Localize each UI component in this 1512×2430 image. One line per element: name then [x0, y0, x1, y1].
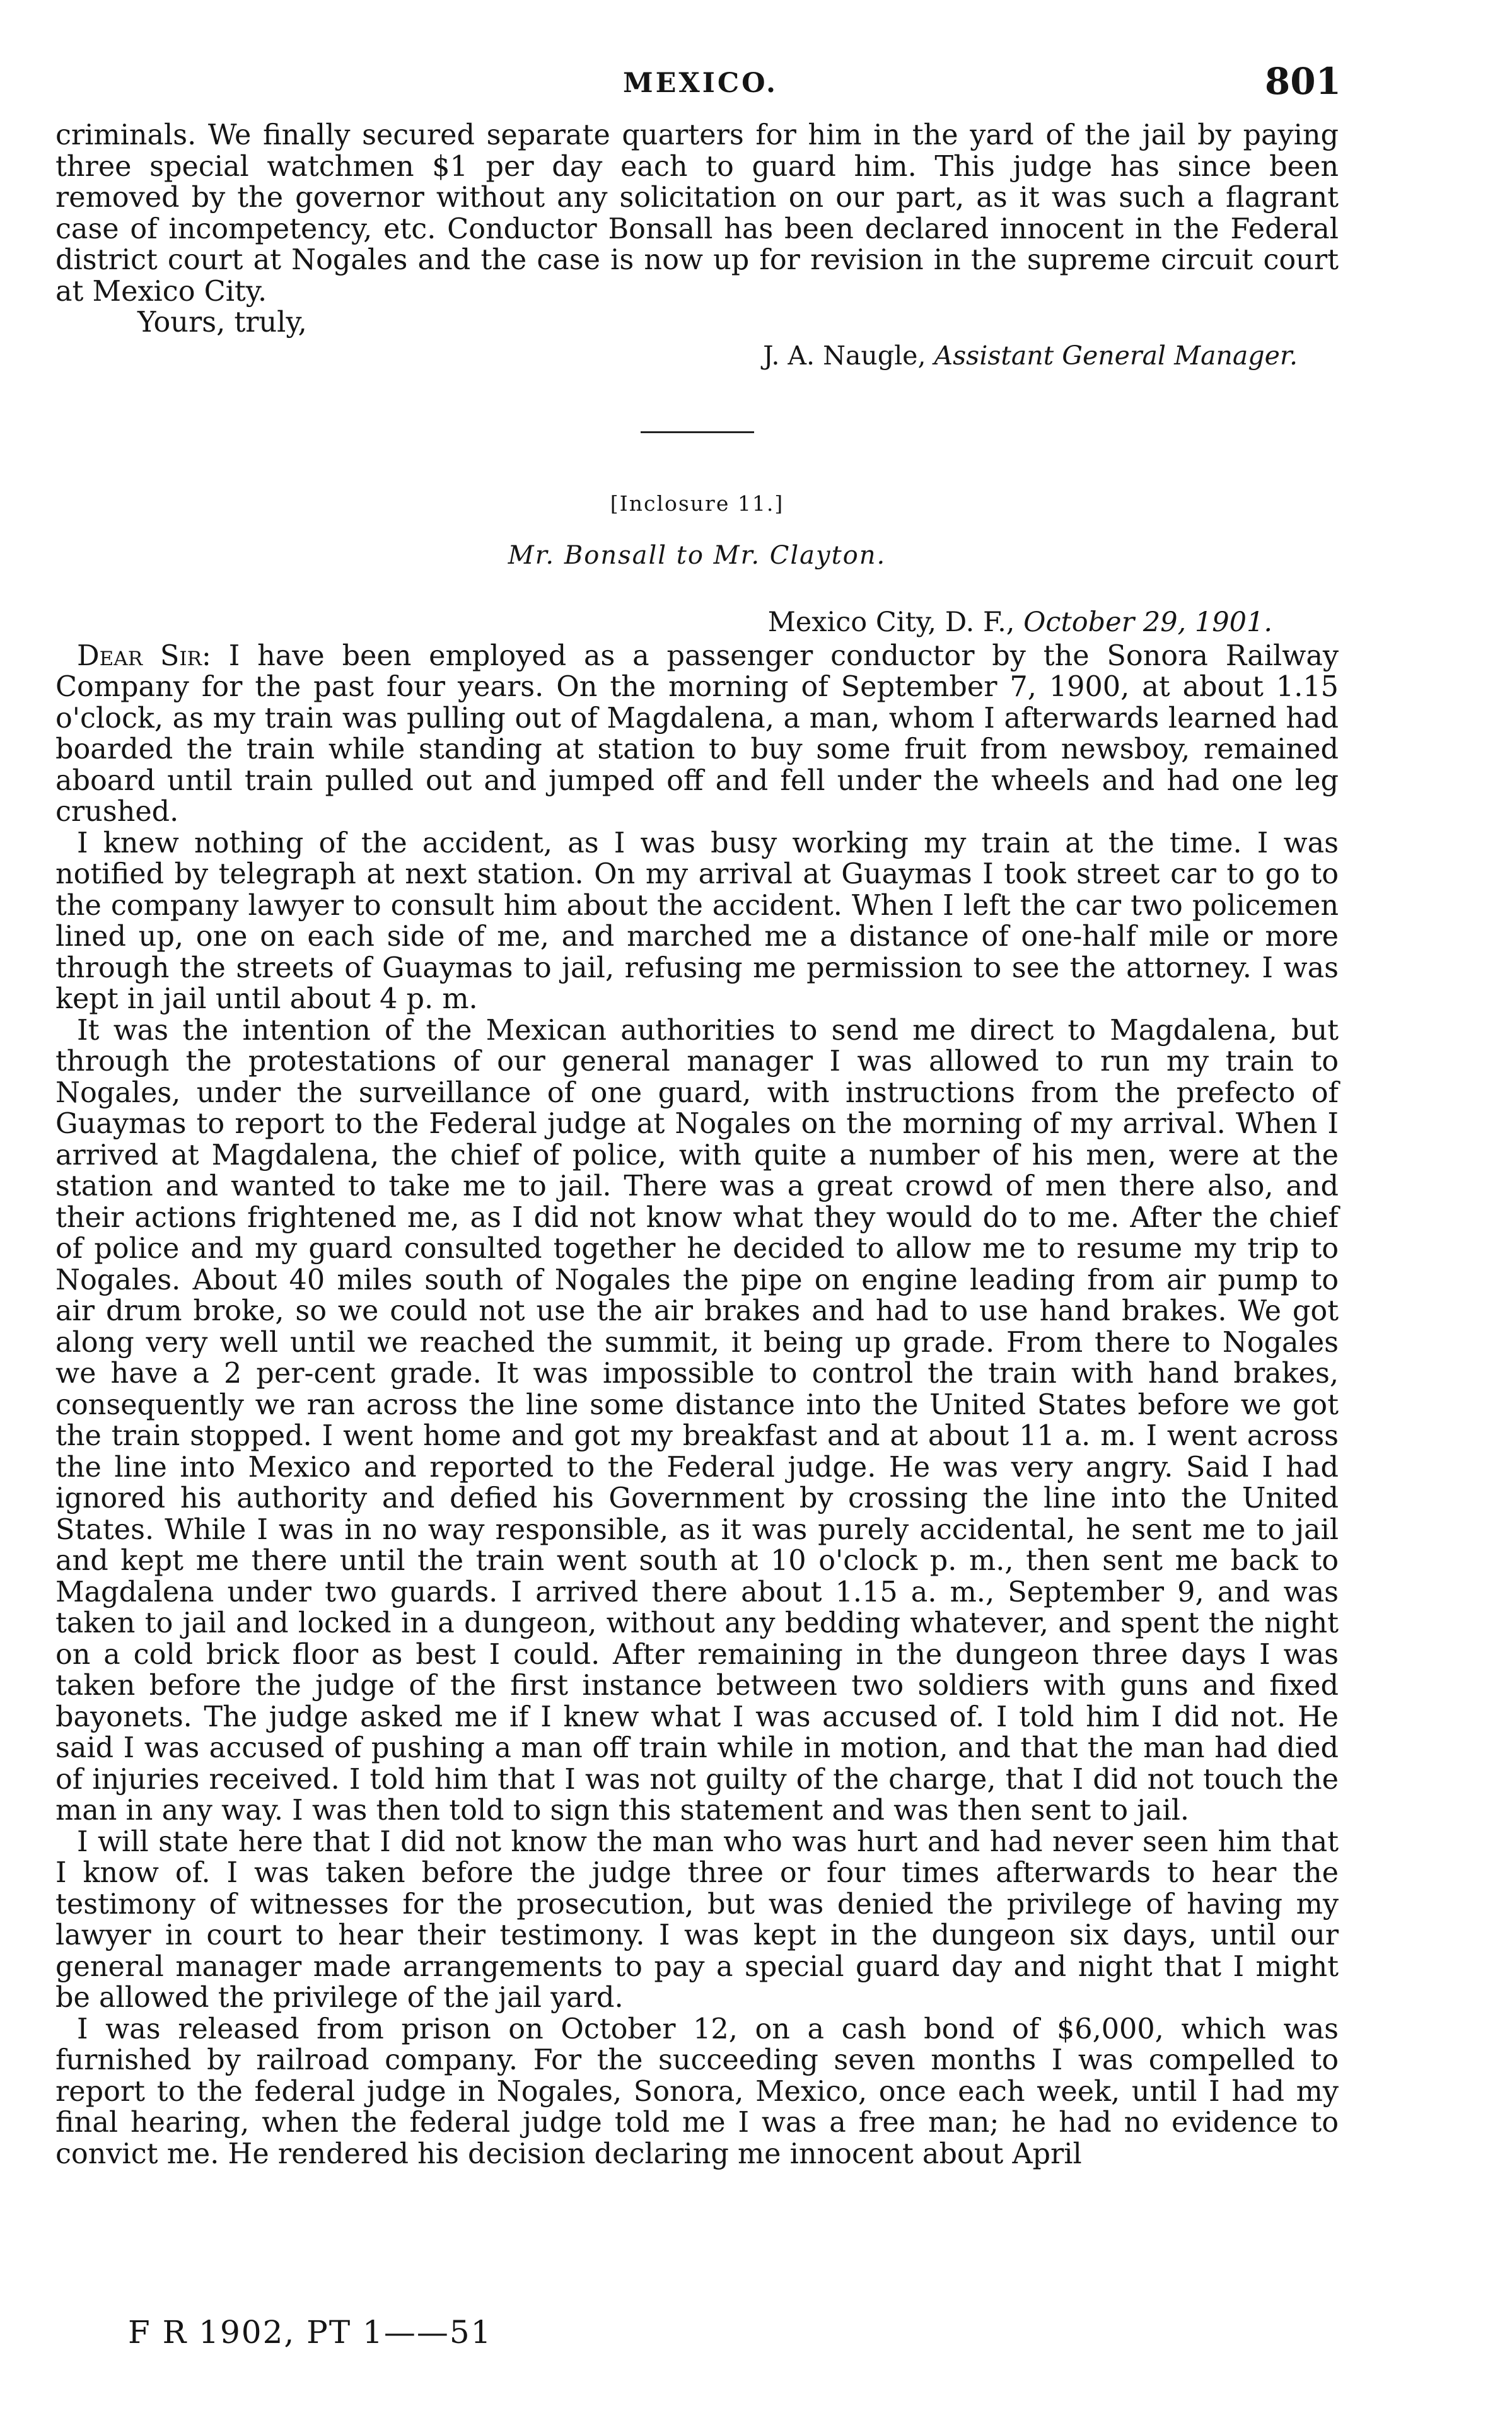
signature-mark: F R [128, 2314, 188, 2351]
volume-mark: 1902, PT 1——51 [199, 2314, 492, 2351]
letter-paragraph: I knew nothing of the accident, as I was busy working my train at the time. I was notified by telegraph at next station. On my arrival at Guaymas I took street car to go to the company lawyer to consult him about the accident. When I left the car two policemen lined up, one on each side of me, and marched me a distance of one-half mile or more through the streets of Guaymas to jail, refusing me permission to see the attorney. I was kept in jail until about 4 p. m. [55, 827, 1339, 1015]
signature-name: J. A. Naugle, [763, 340, 926, 371]
page-number: 801 [1264, 60, 1341, 103]
letter-paragraph [55, 641, 1339, 828]
running-head: MEXICO. [623, 67, 778, 99]
letter-closing: Yours, truly, [137, 306, 307, 339]
dateline-date: October 29, 1901. [1023, 606, 1272, 638]
letter-paragraph-text: I have been employed as a passenger conductor by the Sonora Railway Company for the past four years. On the morning of September 7, 1900, at about 1.15 o'clock, as my train was pulling out of Magdalena, a man, whom I afterwards learned had boarded the train while standing at station to buy some fruit from newsboy, remained aboard until train pulled out and jumped off and fell under the wheels and had one leg crushed. [55, 639, 1339, 828]
letter-heading: Mr. Bonsall to Mr. Clayton. [508, 540, 887, 570]
dateline-place: Mexico City, D. F., [767, 606, 1015, 638]
signature-title: Assistant General Manager. [934, 340, 1298, 371]
dateline [55, 607, 1339, 638]
salutation: Dear Sir: [77, 639, 211, 672]
section-divider [641, 431, 754, 433]
enclosure-label: [Inclosure 11.] [610, 491, 784, 516]
letter-body [55, 641, 1339, 2170]
page-footer [128, 2314, 492, 2351]
letter-paragraph: I was released from prison on October 12, on a cash bond of $6,000, which was furnished by railroad company. For the succeeding seven months I was compelled to report to the federal judge in Nogales, Sonora, Mexico, once each week, until I had my final hearing, when the federal judge told me I was a free man; he had no evidence to convict me. He rendered his decision declaring me innocent about April [55, 2013, 1339, 2170]
continuation-section [55, 120, 1339, 307]
page-header [55, 60, 1339, 120]
signature [55, 340, 1339, 371]
document-page [55, 60, 1339, 2393]
letter-paragraph: It was the intention of the Mexican authorities to send me direct to Magdalena, but through the protestations of our general manager I was allowed to run my train to Nogales, under the surveillance of one guard, with instructions from the prefecto of Guaymas to report to the Federal judge at Nogales on the morning of my arrival. When I arrived at Magdalena, the chief of police, with quite a number of his men, were at the station and wanted to take me to jail. There was a great crowd of men there also, and their actions frightened me, as I did not know what they would do to me. After the chief of police and my guard consulted together he decided to allow me to resume my trip to Nogales. About 40 miles south of Nogales the pipe on engine leading from air pump to air drum broke, so we could not use the air brakes and had to use hand brakes. We got along very well until we reached the summit, it being up grade. From there to Nogales we have a 2 per-cent grade. It was impossible to control the train with hand brakes, consequently we ran across the line some distance into the United States before we got the train stopped. I went home and got my breakfast and at about 11 a. m. I went across the line into Mexico and reported to the Federal judge. He was very angry. Said I had ignored his authority and defied his Government by crossing the line into the United States. While I was in no way responsible, as it was purely accidental, he sent me to jail and kept me there until the train went south at 10 o'clock p. m., then sent me back to Magdalena under two guards. I arrived there about 1.15 a. m., September 9, and was taken to jail and locked in a dungeon, without any bedding whatever, and spent the night on a cold brick floor as best I could. After remaining in the dungeon three days I was taken before the judge of the first instance between two soldiers with guns and fixed bayonets. The judge asked me if I knew what I was accused of. I told him I did not. He said I was accused of pushing a man off train while in motion, and that the man had died of injuries received. I told him that I was not guilty of the charge, that I did not touch the man in any way. I was then told to sign this statement and was then sent to jail. [55, 1014, 1339, 1827]
continuation-paragraph: criminals. We finally secured separate quarters for him in the yard of the jail by paying three special watchmen $1 per day each to guard him. This judge has since been removed by the governor without any solicitation on our part, as it was such a flagrant case of incompetency, etc. Conductor Bonsall has been declared innocent in the Federal district court at Nogales and the case is now up for revision in the supreme circuit court at Mexico City. [55, 119, 1339, 308]
letter-paragraph: I will state here that I did not know the man who was hurt and had never seen him that I know of. I was taken before the judge three or four times afterwards to hear the testimony of witnesses for the prosecution, but was denied the privilege of having my lawyer in court to hear their testimony. I was kept in the dungeon six days, until our general manager made arrangements to pay a special guard day and night that I might be allowed the privilege of the jail yard. [55, 1825, 1339, 2014]
